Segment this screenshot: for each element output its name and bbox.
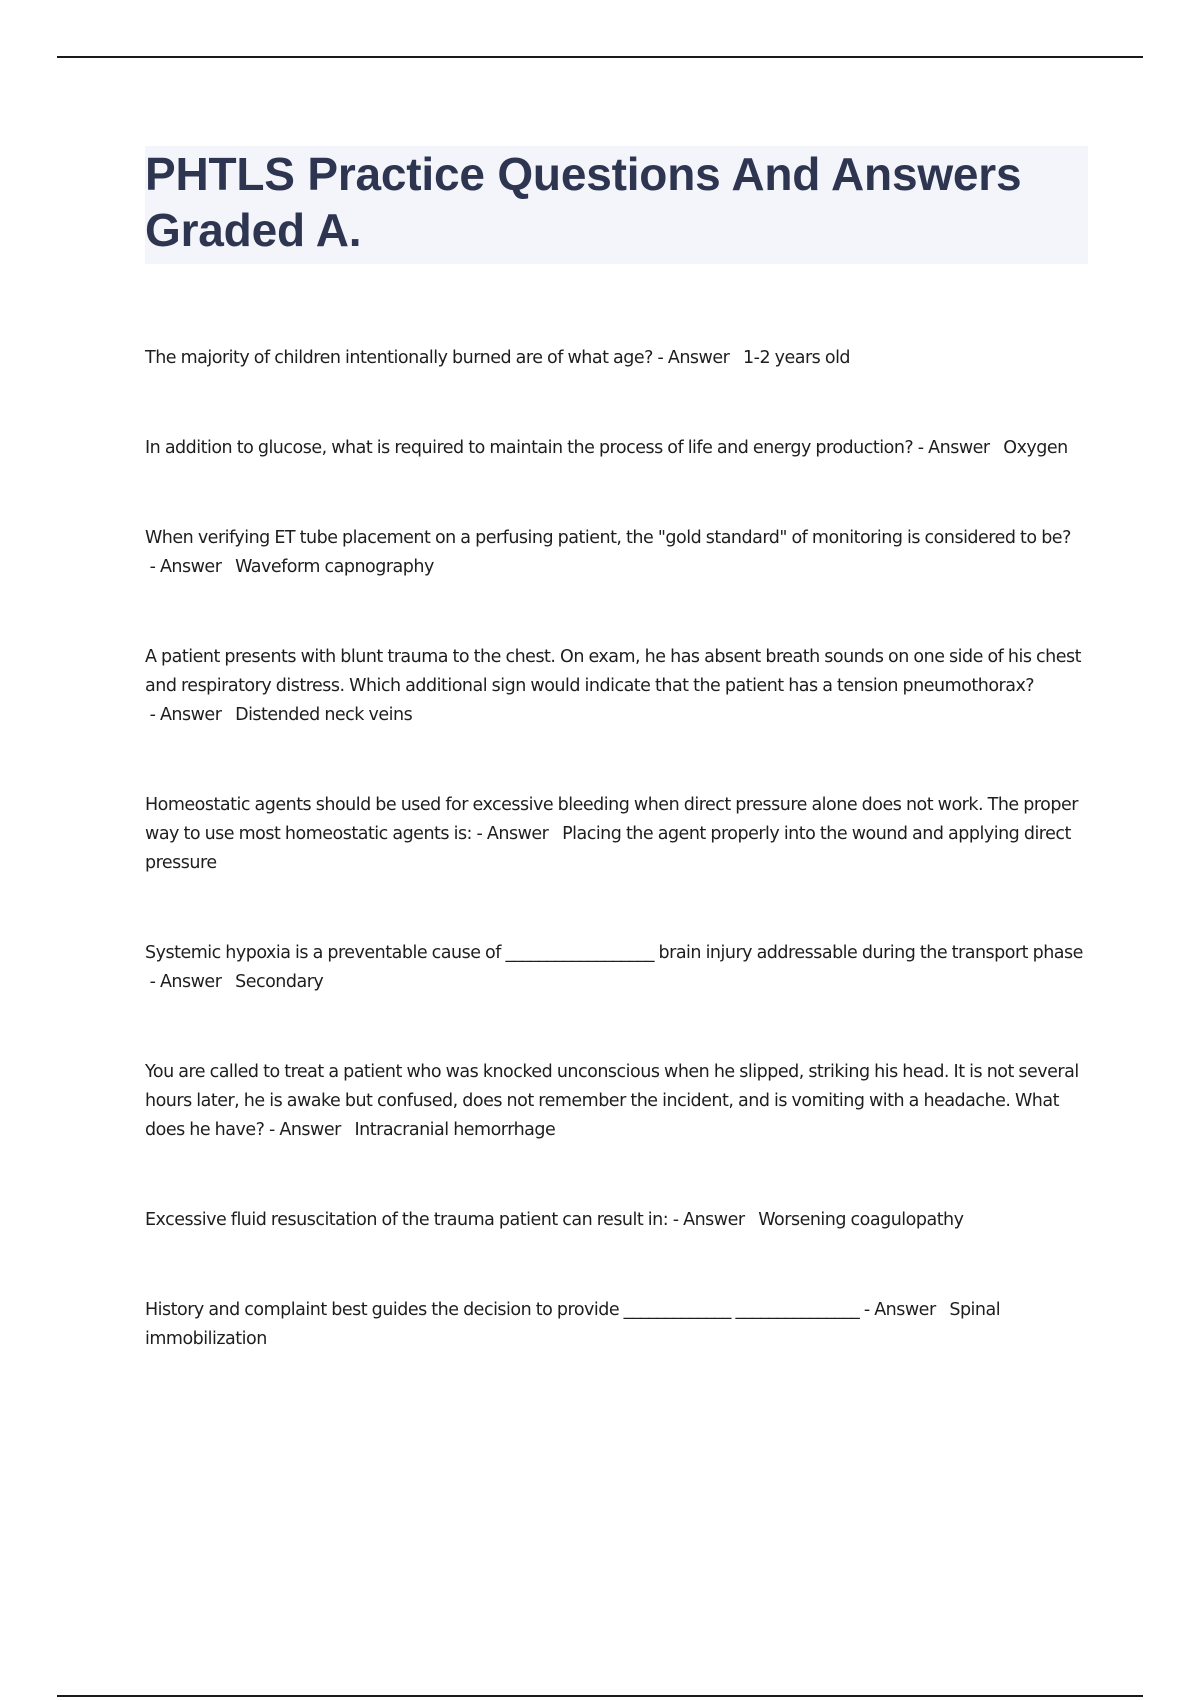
qa-item <box>145 1206 1090 1235</box>
answer-separator: - Answer <box>652 348 743 368</box>
answer-separator: - Answer <box>145 972 236 992</box>
question-text: In addition to glucose, what is required to maintain the process of life and energy production? <box>145 438 914 458</box>
question-text: Excessive fluid resuscitation of the trauma patient can result in: <box>145 1210 669 1230</box>
qa-list <box>145 344 1090 1415</box>
answer-text: Oxygen <box>1003 438 1068 458</box>
answer-separator: - Answer <box>145 557 236 577</box>
answer-text: Placing the agent properly into the wound and applying direct pressure <box>145 824 1071 873</box>
qa-item <box>145 791 1090 878</box>
question-text: You are called to treat a patient who was knocked unconscious when he slipped, striking his head. It is not several hours later, he is awake but confused, does not remember the incident, and is vomiting with a headache. What does he have? <box>145 1062 1079 1140</box>
answer-text: Worsening coagulopathy <box>758 1210 964 1230</box>
qa-item <box>145 939 1090 997</box>
answer-text: Secondary <box>235 972 324 992</box>
answer-separator: - Answer <box>145 705 236 725</box>
question-text: A patient presents with blunt trauma to the chest. On exam, he has absent breath sounds on one side of his chest and respiratory distress. Which additional sign would indicate that the patient has a tension pneumothorax? <box>145 647 1081 696</box>
answer-text: Waveform capnography <box>235 557 434 577</box>
question-text: History and complaint best guides the decision to provide _____________ _______________ <box>145 1300 860 1320</box>
question-text: Homeostatic agents should be used for excessive bleeding when direct pressure alone does not work. The proper way to use most homeostatic agents is: <box>145 795 1078 844</box>
footer-rule <box>57 1695 1143 1697</box>
qa-item <box>145 1296 1090 1354</box>
header-rule <box>57 56 1143 58</box>
answer-separator: - Answer <box>859 1300 950 1320</box>
question-text: The majority of children intentionally burned are of what age? <box>145 348 653 368</box>
question-text: When verifying ET tube placement on a perfusing patient, the "gold standard" of monitoring is considered to be? <box>145 528 1071 548</box>
answer-separator: - Answer <box>264 1120 355 1140</box>
qa-item <box>145 434 1090 463</box>
question-text: Systemic hypoxia is a preventable cause of __________________ brain injury addressable during the transport phase <box>145 943 1083 963</box>
answer-separator: - Answer <box>913 438 1004 458</box>
answer-text: Spinal immobilization <box>145 1300 1001 1349</box>
qa-item <box>145 1058 1090 1145</box>
answer-text: Distended neck veins <box>235 705 413 725</box>
qa-item <box>145 524 1090 582</box>
page-title: PHTLS Practice Questions And Answers Graded A. <box>145 148 1022 256</box>
answer-separator: - Answer <box>471 824 563 844</box>
qa-item <box>145 344 1090 373</box>
qa-item <box>145 643 1090 730</box>
answer-text: 1-2 years old <box>743 348 851 368</box>
answer-text: Intracranial hemorrhage <box>354 1120 556 1140</box>
answer-separator: - Answer <box>668 1210 759 1230</box>
title-block <box>145 146 1088 264</box>
